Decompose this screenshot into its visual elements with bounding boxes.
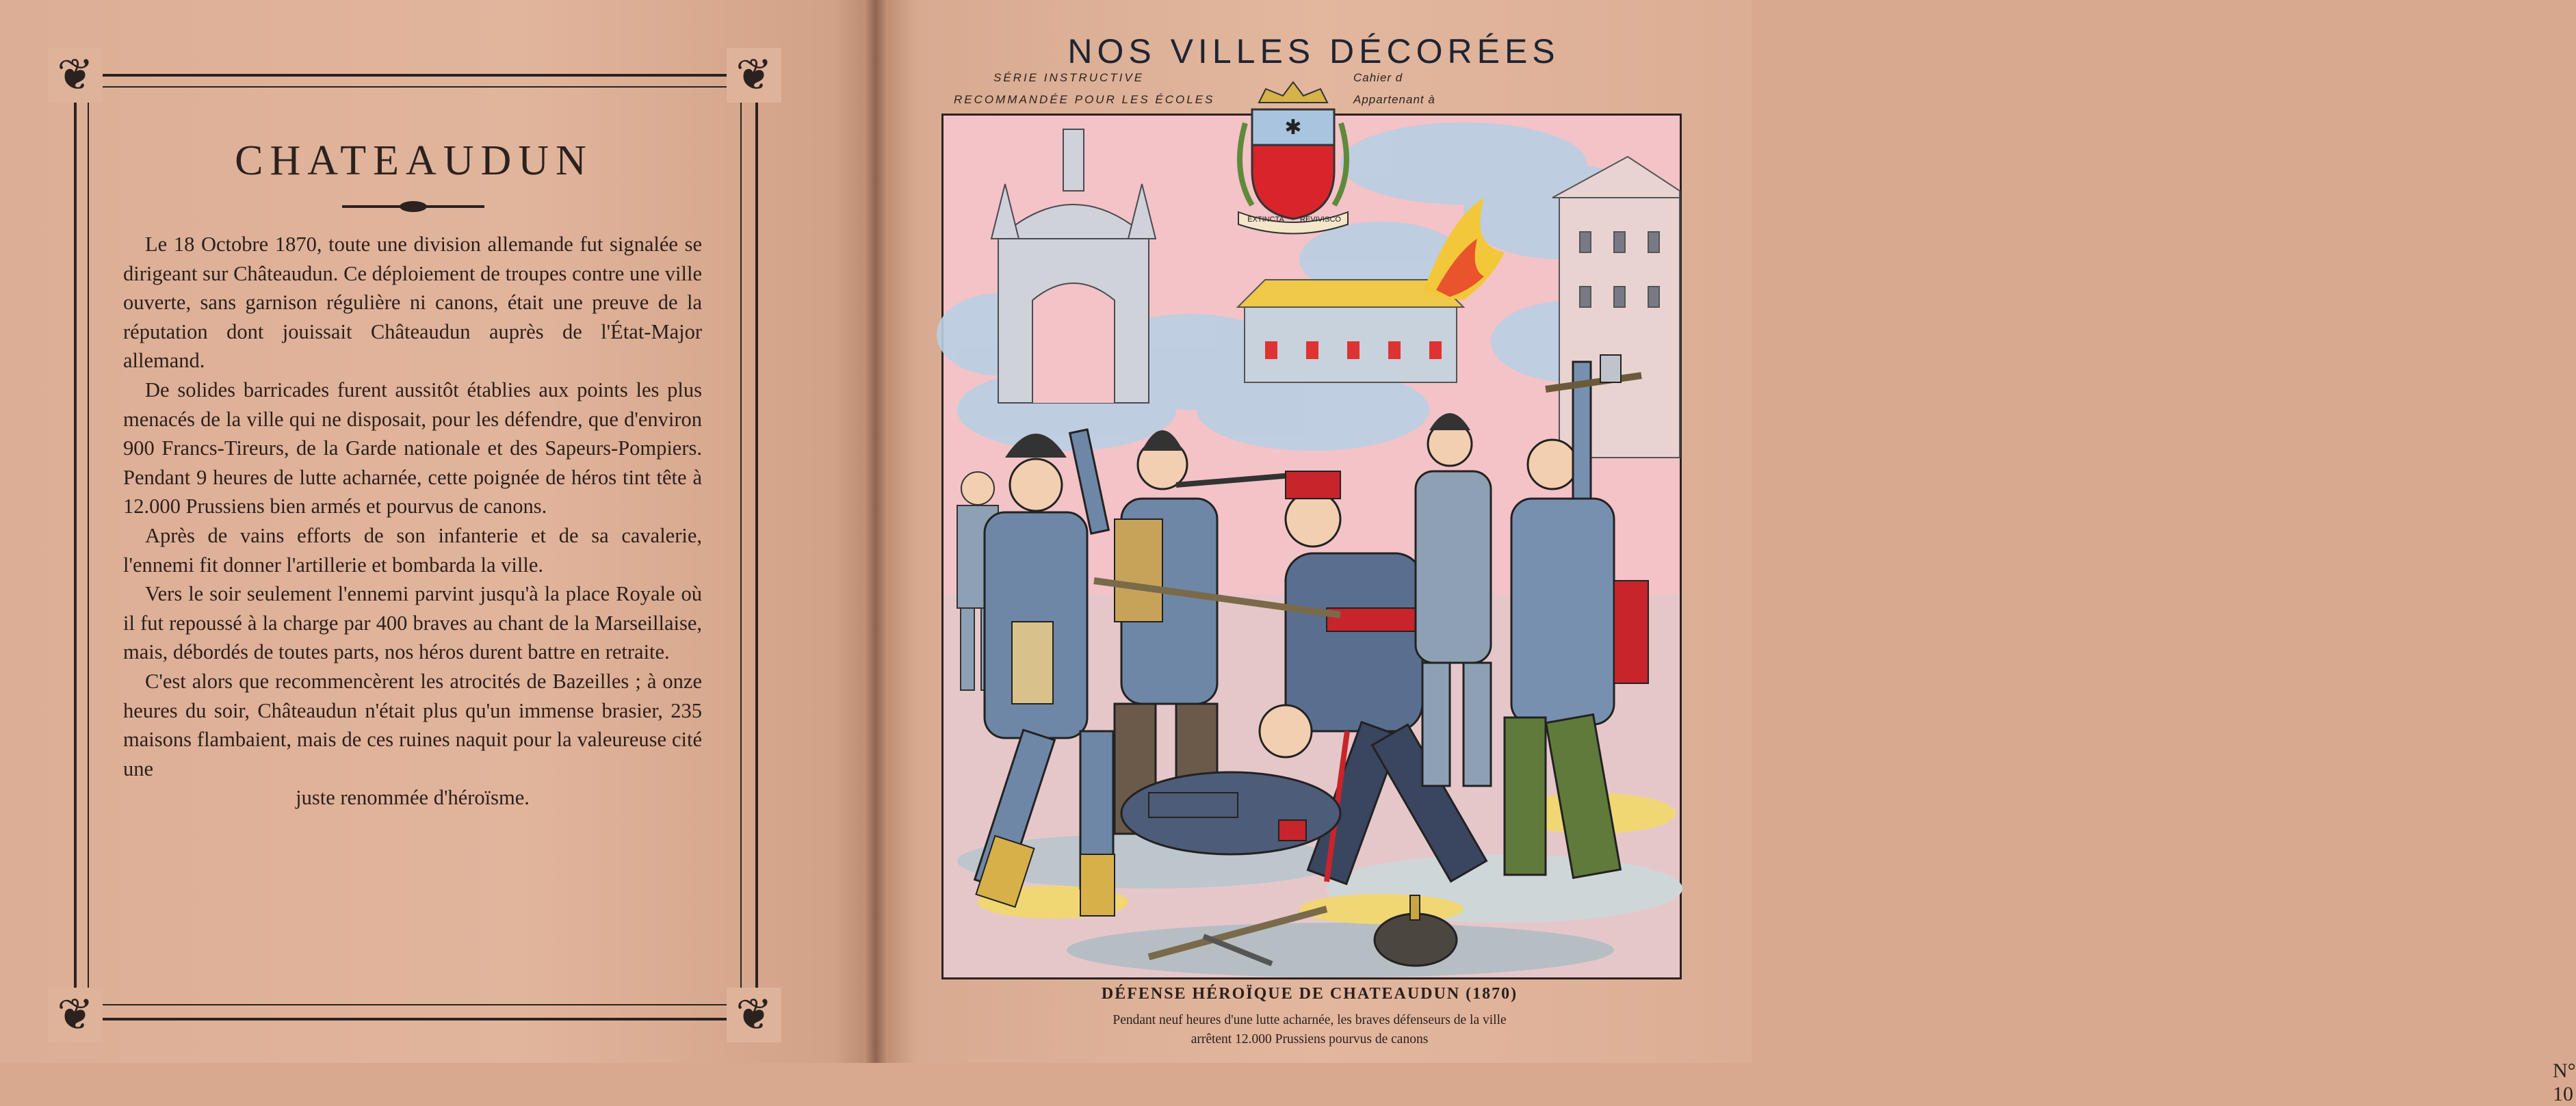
battle-scene [944, 116, 1680, 977]
corner-ornament-icon: ❦ [48, 988, 103, 1042]
coat-of-arms-icon [1225, 75, 1362, 233]
illustration-caption [985, 1011, 1634, 1049]
paragraph: Vers le soir seulement l'ennemi parvint jusqu'à la place Royale où il fut repoussé à la charge par 400 braves au chant de la Marseillaise, mais, débordés de toutes parts, nos héros durent battre en retraite. [123, 582, 702, 664]
plate-number: N° 10 [2553, 1059, 2576, 1105]
caption-line: arrêtent 12.000 Prussiens pourvus de canons [1191, 1032, 1429, 1046]
corner-ornament-icon: ❦ [727, 48, 781, 103]
paragraph: Le 18 Octobre 1870, toute une division allemande fut signalée se dirigeant sur Châteaudun. Ce déploiement de troupes contre une ville ouverte, sans garnison régulière ni canons, était une preuve de la réputation dont jouissait Châteaudun auprès de l'État-Major allemand. [123, 233, 702, 373]
motto-right: REVIVISCO [1300, 215, 1341, 224]
paragraph: De solides barricades furent aussitôt établies aux points les plus menacés de la ville qui ne disposait, pour les défendre, que d'environ 900 Francs-Tireurs, de la Garde nationale et des Sapeurs-Pompiers. Pendant 9 heures de lutte acharnée, cette poignée de héros tint tête à 12.000 Prussiens bien armés et pourvus de canons. [123, 378, 702, 518]
corner-ornament-icon: ❦ [48, 48, 103, 103]
cahier-label: Cahier d [1353, 71, 1403, 84]
page-title: CHATEAUDUN [235, 137, 593, 184]
illustration-caption-title: DÉFENSE HÉROÏQUE DE CHATEAUDUN (1870) [1101, 985, 1518, 1003]
book-gutter [863, 0, 888, 1063]
series-subtitle: SÉRIE INSTRUCTIVE [993, 71, 1145, 84]
motto-left: EXTINCTA [1247, 215, 1284, 224]
title-divider-ornament [400, 201, 427, 212]
series-title: NOS VILLES DÉCORÉES [1067, 32, 1560, 70]
paragraph: C'est alors que recommencèrent les atrocités de Bazeilles ; à onze heures du soir, Châteaudun n'était plus qu'un immense brasier, 235 maisons flambaient, mais de ces ruines naquit pour la valeureuse cité une [123, 669, 702, 780]
paragraph: Après de vains efforts de son infanterie et de sa cavalerie, l'ennemi fit donner l'artillerie et bombarda la ville. [123, 523, 702, 577]
corner-ornament-icon: ❦ [727, 988, 781, 1042]
caption-line: Pendant neuf heures d'une lutte acharnée, les braves défenseurs de la ville [1113, 1013, 1507, 1027]
svg-text:✱: ✱ [1284, 116, 1302, 139]
history-text [123, 230, 702, 813]
series-recommendation: RECOMMANDÉE POUR LES ÉCOLES [954, 93, 1215, 106]
paragraph: juste renommée d'héroïsme. [296, 786, 530, 810]
owner-label: Appartenant à [1353, 93, 1435, 106]
